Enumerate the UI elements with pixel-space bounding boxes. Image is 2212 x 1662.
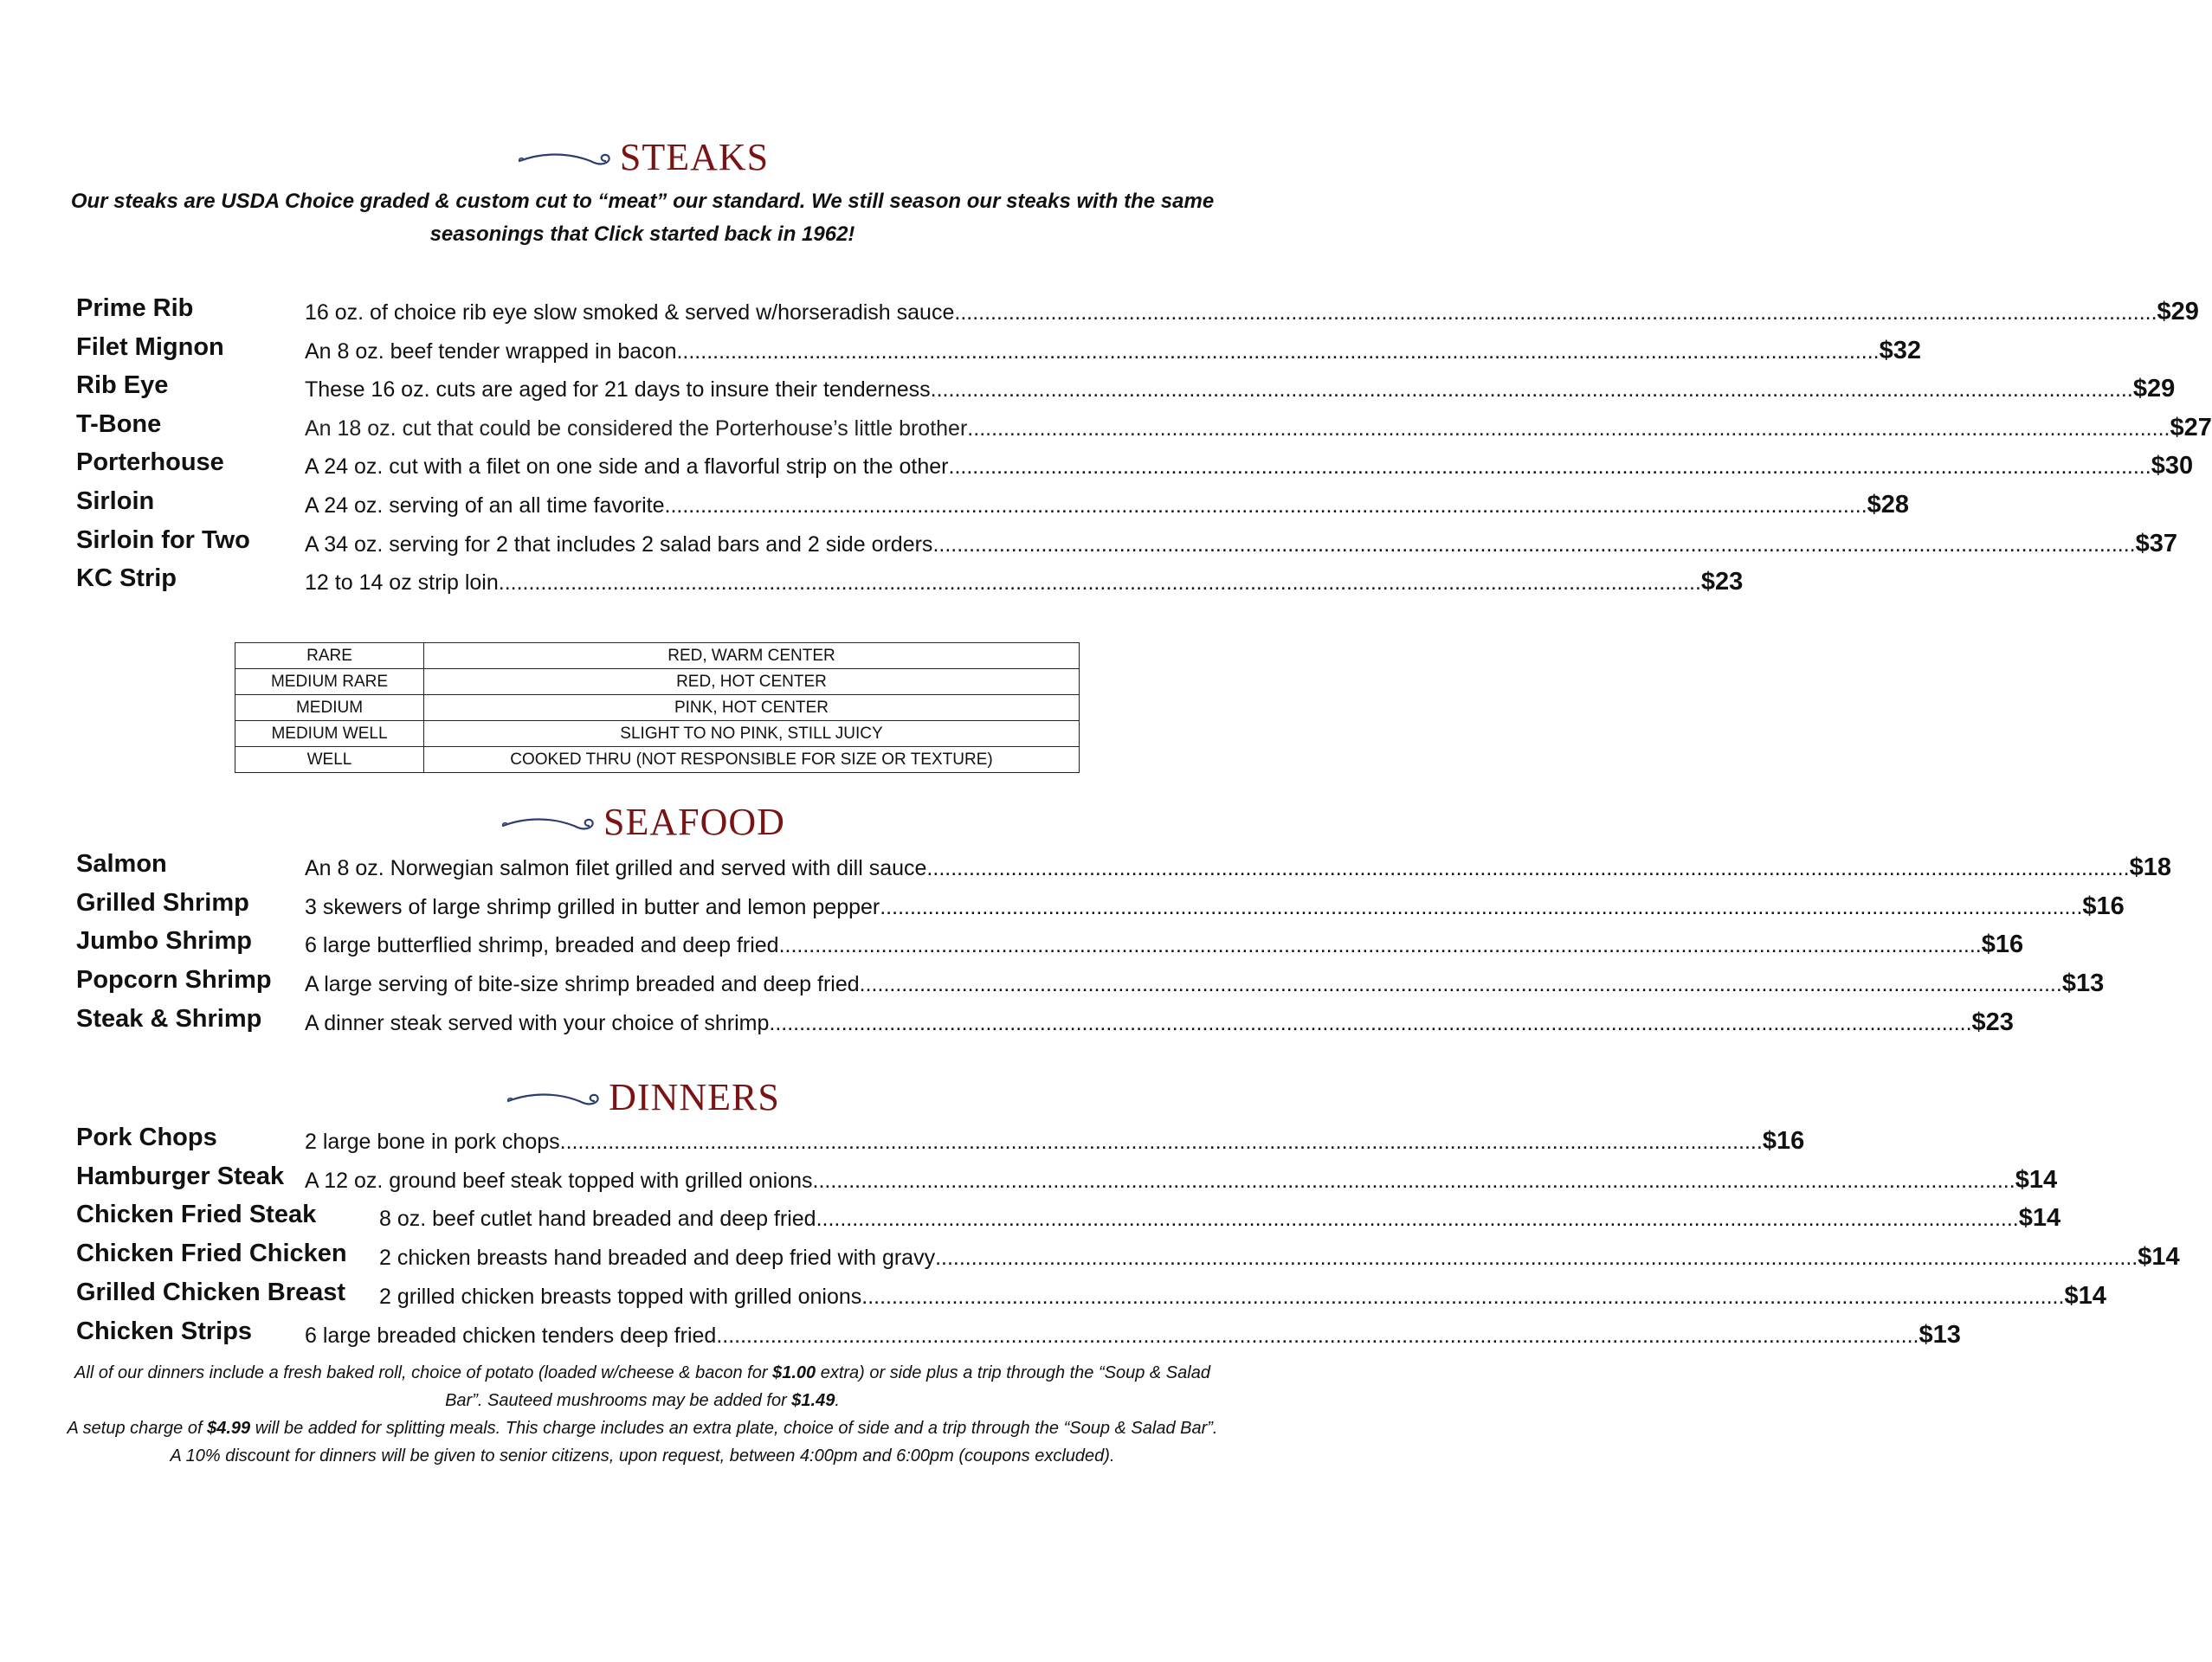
menu-item-sirloin-for-two (76, 525, 2177, 561)
dot-leader: ........................................................................................................................................................................................................ (716, 1323, 1919, 1348)
item-description: These 16 oz. cuts are aged for 21 days to insure their tenderness (305, 377, 931, 403)
item-name: Chicken Strips (76, 1317, 253, 1345)
doneness-level: WELL (235, 747, 424, 773)
item-price: $14 (2064, 1281, 2106, 1310)
seafood-heading (0, 803, 1285, 841)
dot-leader: ........................................................................................................................................................................................................ (559, 1130, 1763, 1154)
item-price: $16 (2082, 892, 2125, 920)
item-price: $16 (1981, 931, 2024, 959)
item-description: 2 chicken breasts hand breaded and deep fried with gravy (379, 1246, 936, 1271)
dinners-title: DINNERS (609, 1076, 780, 1118)
dot-leader: ........................................................................................................................................................................................................ (967, 416, 2170, 441)
item-description: A large serving of bite-size shrimp breaded and deep fried (305, 972, 860, 997)
item-name: Steak & Shrimp (76, 1004, 262, 1033)
steaks-intro: Our steaks are USDA Choice graded & custom cut to “meat” our standard. We still season our steaks with the same seasonings that Click started back in 1962! (70, 190, 1215, 246)
item-price: $13 (1919, 1320, 1961, 1349)
steaks-title: STEAKS (619, 136, 770, 178)
dinner-note-senior-discount: A 10% discount for dinners will be given to senior citizens, upon request, between 4:00pm and 6:00pm (coupons excluded). (170, 1446, 1115, 1466)
menu-item-prime-rib (76, 294, 2199, 329)
dot-leader: ........................................................................................................................................................................................................ (676, 338, 1880, 364)
doneness-level: MEDIUM RARE (235, 669, 424, 695)
doneness-row (235, 747, 1080, 773)
menu-item-filet-mignon (76, 332, 1922, 368)
item-price: $23 (1700, 568, 1744, 596)
dot-leader: ........................................................................................................................................................................................................ (778, 933, 1982, 958)
doneness-row (235, 669, 1080, 695)
item-name: Grilled Chicken Breast (76, 1278, 346, 1306)
dot-leader: ........................................................................................................................................................................................................ (932, 531, 2136, 557)
dot-leader: ........................................................................................................................................................................................................ (880, 894, 2083, 919)
item-price: $29 (2132, 375, 2176, 403)
menu-item-grilled-chicken-breast (76, 1278, 2106, 1313)
doneness-row (235, 695, 1080, 721)
item-name: Sirloin (76, 487, 155, 515)
dot-leader: ........................................................................................................................................................................................................ (664, 493, 1867, 518)
item-name: Rib Eye (76, 371, 169, 400)
steaks-heading (0, 138, 1285, 177)
doneness-level: MEDIUM WELL (235, 721, 424, 747)
item-name: Hamburger Steak (76, 1162, 285, 1190)
menu-item-grilled-shrimp (76, 888, 2125, 924)
item-description: 6 large breaded chicken tenders deep fried (305, 1323, 717, 1348)
dot-leader: ........................................................................................................................................................................................................ (954, 300, 2157, 325)
item-description: A 24 oz. cut with a filet on one side and a flavorful strip on the other (305, 454, 949, 480)
doneness-level: MEDIUM (235, 695, 424, 721)
doneness-description: RED, WARM CENTER (424, 643, 1080, 669)
item-price: $23 (1971, 1008, 2014, 1036)
swirl-ornament-icon (516, 147, 618, 170)
dot-leader: ........................................................................................................................................................................................................ (948, 454, 2151, 480)
dot-leader: ........................................................................................................................................................................................................ (769, 1010, 1972, 1035)
item-price: $14 (2015, 1165, 2058, 1194)
item-price: $29 (2157, 298, 2199, 325)
item-name: Filet Mignon (76, 332, 224, 361)
item-name: KC Strip (76, 564, 177, 593)
menu-item-hamburger-steak (76, 1162, 2058, 1197)
doneness-description: PINK, HOT CENTER (424, 695, 1080, 721)
doneness-description: RED, HOT CENTER (424, 669, 1080, 695)
item-description: 12 to 14 oz strip loin (305, 570, 499, 596)
menu-item-chicken-fried-steak (76, 1201, 2061, 1235)
dot-leader: ........................................................................................................................................................................................................ (926, 856, 2130, 880)
dot-leader: ........................................................................................................................................................................................................ (812, 1168, 2015, 1193)
item-description: An 8 oz. beef tender wrapped in bacon (305, 338, 677, 364)
dinner-notes (61, 1359, 1224, 1470)
dot-leader: ........................................................................................................................................................................................................ (930, 377, 2133, 403)
menu-item-porterhouse (76, 448, 2194, 483)
doneness-level: RARE (235, 643, 424, 669)
item-name: Porterhouse (76, 448, 224, 477)
menu-item-jumbo-shrimp (76, 927, 2024, 962)
item-price: $37 (2135, 529, 2177, 557)
item-price: $14 (2138, 1243, 2180, 1272)
item-name: Chicken Fried Chicken (76, 1240, 347, 1268)
doneness-description: COOKED THRU (NOT RESPONSIBLE FOR SIZE OR TEXTURE) (424, 747, 1080, 773)
item-name: Grilled Shrimp (76, 888, 249, 917)
item-name: Sirloin for Two (76, 525, 250, 554)
dinners-heading (0, 1076, 1285, 1118)
item-description: 16 oz. of choice rib eye slow smoked & served w/horseradish sauce (305, 300, 955, 325)
menu-item-salmon (76, 850, 2171, 885)
doneness-description: SLIGHT TO NO PINK, STILL JUICY (424, 721, 1080, 747)
swirl-ornament-icon (505, 1087, 607, 1110)
item-name: Chicken Fried Steak (76, 1201, 317, 1229)
dot-leader: ........................................................................................................................................................................................................ (859, 972, 2062, 997)
dinner-note-includes: All of our dinners include a fresh baked roll, choice of potato (loaded w/cheese & bacon for $1.00 extra) or side plus a trip through the “Soup & Salad Bar”. Sauteed mushrooms may be added for $1.49. (74, 1363, 1210, 1410)
doneness-row (235, 643, 1080, 669)
item-name: Popcorn Shrimp (76, 966, 272, 995)
menu-item-rib-eye (76, 371, 2176, 406)
item-description: 8 oz. beef cutlet hand breaded and deep fried (379, 1207, 816, 1232)
item-price: $14 (2018, 1204, 2061, 1233)
doneness-row (235, 721, 1080, 747)
dot-leader: ........................................................................................................................................................................................................ (816, 1207, 2019, 1232)
item-description: A 12 oz. ground beef steak topped with grilled onions (305, 1168, 813, 1193)
item-description: An 18 oz. cut that could be considered the Porterhouse’s little brother (305, 416, 968, 441)
menu-item-popcorn-shrimp (76, 966, 2105, 1001)
swirl-ornament-icon (500, 812, 602, 834)
doneness-table (235, 642, 1080, 773)
item-name: Jumbo Shrimp (76, 927, 253, 956)
item-description: A dinner steak served with your choice of shrimp (305, 1010, 770, 1035)
item-price: $16 (1762, 1127, 1805, 1155)
menu-item-sirloin (76, 487, 1910, 522)
menu-item-steak-and-shrimp (76, 1004, 2014, 1040)
menu-item-pork-chops (76, 1124, 1805, 1158)
menu-item-kc-strip (76, 564, 1744, 599)
item-price: $30 (2151, 452, 2194, 480)
item-description: 6 large butterflied shrimp, breaded and deep fried (305, 933, 779, 958)
seafood-title: SEAFOOD (603, 801, 785, 843)
item-name: Pork Chops (76, 1124, 217, 1151)
menu-item-chicken-fried-chicken (76, 1240, 2180, 1274)
item-description: An 8 oz. Norwegian salmon filet grilled and served with dill sauce (305, 856, 927, 880)
item-description: A 24 oz. serving of an all time favorite (305, 493, 665, 518)
item-price: $18 (2129, 854, 2171, 881)
menu-item-chicken-strips (76, 1317, 1961, 1352)
item-description: 3 skewers of large shrimp grilled in butter and lemon pepper (305, 894, 880, 919)
item-name: Salmon (76, 850, 167, 878)
dot-leader: ........................................................................................................................................................................................................ (935, 1246, 2138, 1271)
item-name: T-Bone (76, 409, 162, 438)
dinner-note-setup-charge: A setup charge of $4.99 will be added for splitting meals. This charge includes an extra plate, choice of side and a trip through the “Soup & Salad Bar”. (67, 1419, 1218, 1438)
item-price: $13 (2061, 970, 2105, 998)
menu-item-t-bone (76, 409, 2212, 445)
item-description: 2 large bone in pork chops (305, 1130, 560, 1154)
item-price: $28 (1867, 491, 1910, 519)
item-price: $32 (1879, 336, 1922, 364)
item-name: Prime Rib (76, 294, 194, 322)
item-price: $27 (2170, 413, 2212, 441)
dot-leader: ........................................................................................................................................................................................................ (498, 570, 1701, 596)
dot-leader: ........................................................................................................................................................................................................ (861, 1284, 2065, 1309)
item-description: A 34 oz. serving for 2 that includes 2 salad bars and 2 side orders (305, 531, 933, 557)
item-description: 2 grilled chicken breasts topped with grilled onions (379, 1284, 862, 1309)
